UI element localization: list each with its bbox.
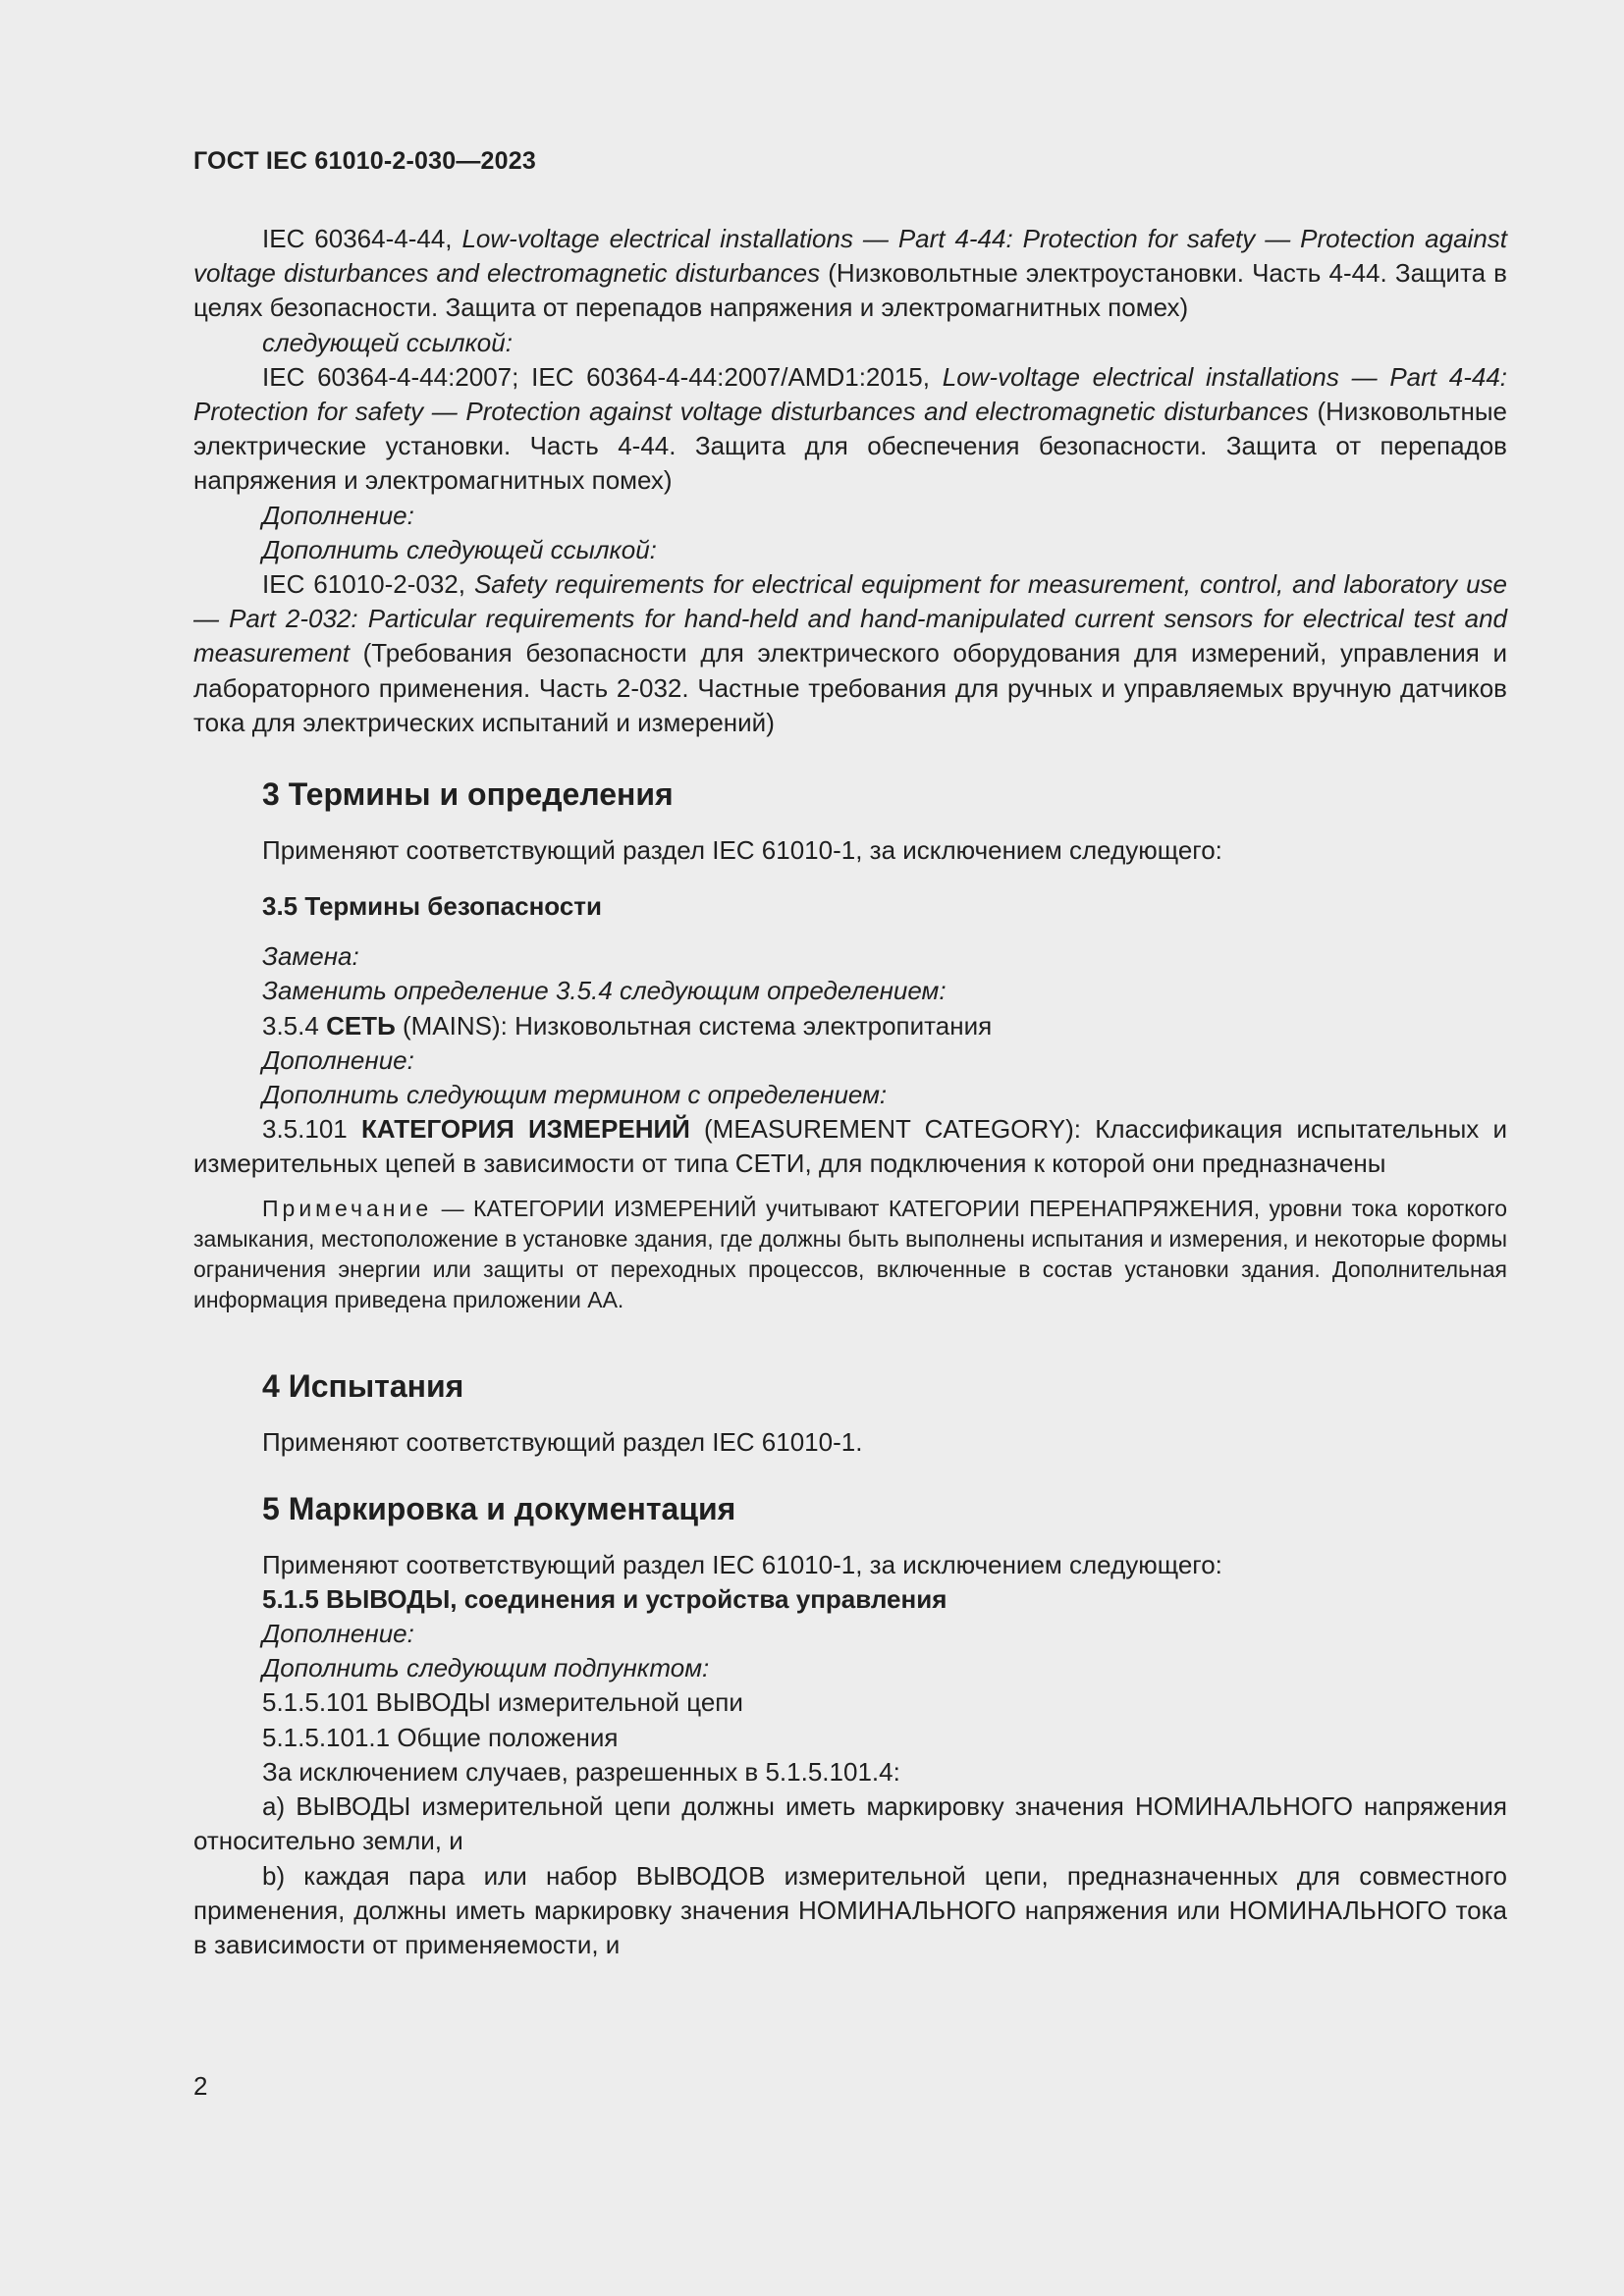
reference-translation: (Низковольтные электрические установки. Часть 4-44. Защита для обеспечения безопасности. Защита от перепадов напряжения и электромагнитных помех) [193, 397, 1507, 496]
reference-translation: (Низковольтные электроустановки. Часть 4-44. Защита в целях безопасности. Защита от перепадов напряжения и электромагнитных помех) [193, 258, 1507, 323]
add-reference-label: Дополнить следующей ссылкой: [262, 534, 657, 564]
document-body [193, 222, 1507, 1962]
reference-code: IEC 61010-2-032, [262, 569, 474, 600]
list-item-b: b) каждая пара или набор ВЫВОДОВ измерительной цепи, предназначенных для совместного применения, должны иметь маркировку значения НОМИНАЛЬНОГО напряжения или НОМИНАЛЬНОГО тока в зависимости от применяемости, и [193, 1860, 1507, 1959]
definition-number: 3.5.4 [262, 1010, 327, 1041]
addition-label: Дополнение: [262, 1044, 414, 1075]
section-3-apply: Применяют соответствующий раздел IEC 61010-1, за исключением следующего: [262, 835, 1222, 866]
definition-term: КАТЕГОРИЯ ИЗМЕРЕНИЙ [360, 1114, 690, 1145]
note-label: Примечание [262, 1195, 433, 1221]
section-4-heading: 4 Испытания [262, 1367, 464, 1404]
addition-label: Дополнение: [262, 1619, 414, 1649]
reference-translation: (Требования безопасности для электрического оборудования для измерений, управления и лабораторного применения. Часть 2-032. Частные требования для ручных и управляемых вручную датчиков тока для электрических испытаний и измерений) [193, 638, 1507, 737]
section-4-apply: Применяют соответствующий раздел IEC 61010-1. [262, 1426, 863, 1457]
document-header: ГОСТ IEC 61010-2-030—2023 [193, 147, 536, 175]
replace-definition-label: Заменить определение 3.5.4 следующим определением: [262, 976, 947, 1006]
reference-code: IEC 60364-4-44:2007; IEC 60364-4-44:2007/AMD1:2015, [262, 361, 943, 392]
item-5-1-5-101-1: 5.1.5.101.1 Общие положения [262, 1722, 619, 1752]
section-5-apply: Применяют соответствующий раздел IEC 61010-1, за исключением следующего: [262, 1549, 1222, 1579]
replace-label: Замена: [262, 941, 359, 972]
note-paragraph [193, 1194, 1507, 1315]
exception-text: За исключением случаев, разрешенных в 5.1.5.101.4: [262, 1756, 900, 1787]
reference-iec-61010-2-032 [193, 567, 1507, 740]
definition-3-5-101 [193, 1112, 1507, 1181]
reference-iec-60364-4-44 [193, 222, 1507, 326]
section-3-5-heading: 3.5 Термины безопасности [262, 891, 603, 922]
add-subclause-label: Дополнить следующим подпунктом: [262, 1653, 710, 1683]
reference-title: Low-voltage electrical installations — Part 4-44: Protection for safety — Protection against voltage disturbances and electromagnetic disturbances [193, 224, 1507, 289]
definition-text: (MEASUREMENT CATEGORY): Классификация испытательных и измерительных цепей в зависимости от типа СЕТИ, для подключения к которой они предназначены [193, 1114, 1507, 1179]
reference-code: IEC 60364-4-44, [262, 224, 462, 253]
reference-title: Low-voltage electrical installations — Part 4-44: Protection for safety — Protection against voltage disturbances and electromagnetic disturbances [193, 361, 1508, 427]
reference-iec-60364-4-44-2007 [193, 360, 1507, 499]
definition-term: СЕТЬ [326, 1010, 396, 1041]
list-item-a: a) ВЫВОДЫ измерительной цепи должны иметь маркировку значения НОМИНАЛЬНОГО напряжения относительно земли, и [193, 1791, 1507, 1856]
next-reference-label: следующей ссылкой: [262, 327, 513, 357]
item-5-1-5-101: 5.1.5.101 ВЫВОДЫ измерительной цепи [262, 1687, 743, 1718]
section-5-1-5-heading: 5.1.5 ВЫВОДЫ, соединения и устройства управления [262, 1584, 947, 1615]
section-3-heading: 3 Термины и определения [262, 776, 674, 813]
section-5-heading: 5 Маркировка и документация [262, 1490, 736, 1526]
definition-number: 3.5.101 [262, 1114, 361, 1145]
definition-3-5-4 [193, 1009, 1507, 1043]
addition-label: Дополнение: [262, 500, 414, 530]
page-number: 2 [193, 2071, 208, 2101]
reference-title: Safety requirements for electrical equipment for measurement, control, and laboratory use — Part 2-032: Particular requirements for hand-held and hand-manipulated current sensors for electrical test and measurement [193, 569, 1507, 668]
add-term-label: Дополнить следующим термином с определением: [262, 1080, 888, 1110]
note-text: — КАТЕГОРИИ ИЗМЕРЕНИЙ учитывают КАТЕГОРИИ ПЕРЕНАПРЯЖЕНИЯ, уровни тока короткого замыкания, местоположение в установке здания, где должны быть выполнены испытания и измерения, и некоторые формы ограничения энергии или защиты от переходных процессов, включенные в состав установки здания. Дополнительная информация приведена приложении АА. [193, 1195, 1507, 1312]
definition-text: (MAINS): Низковольтная система электропитания [395, 1010, 993, 1041]
